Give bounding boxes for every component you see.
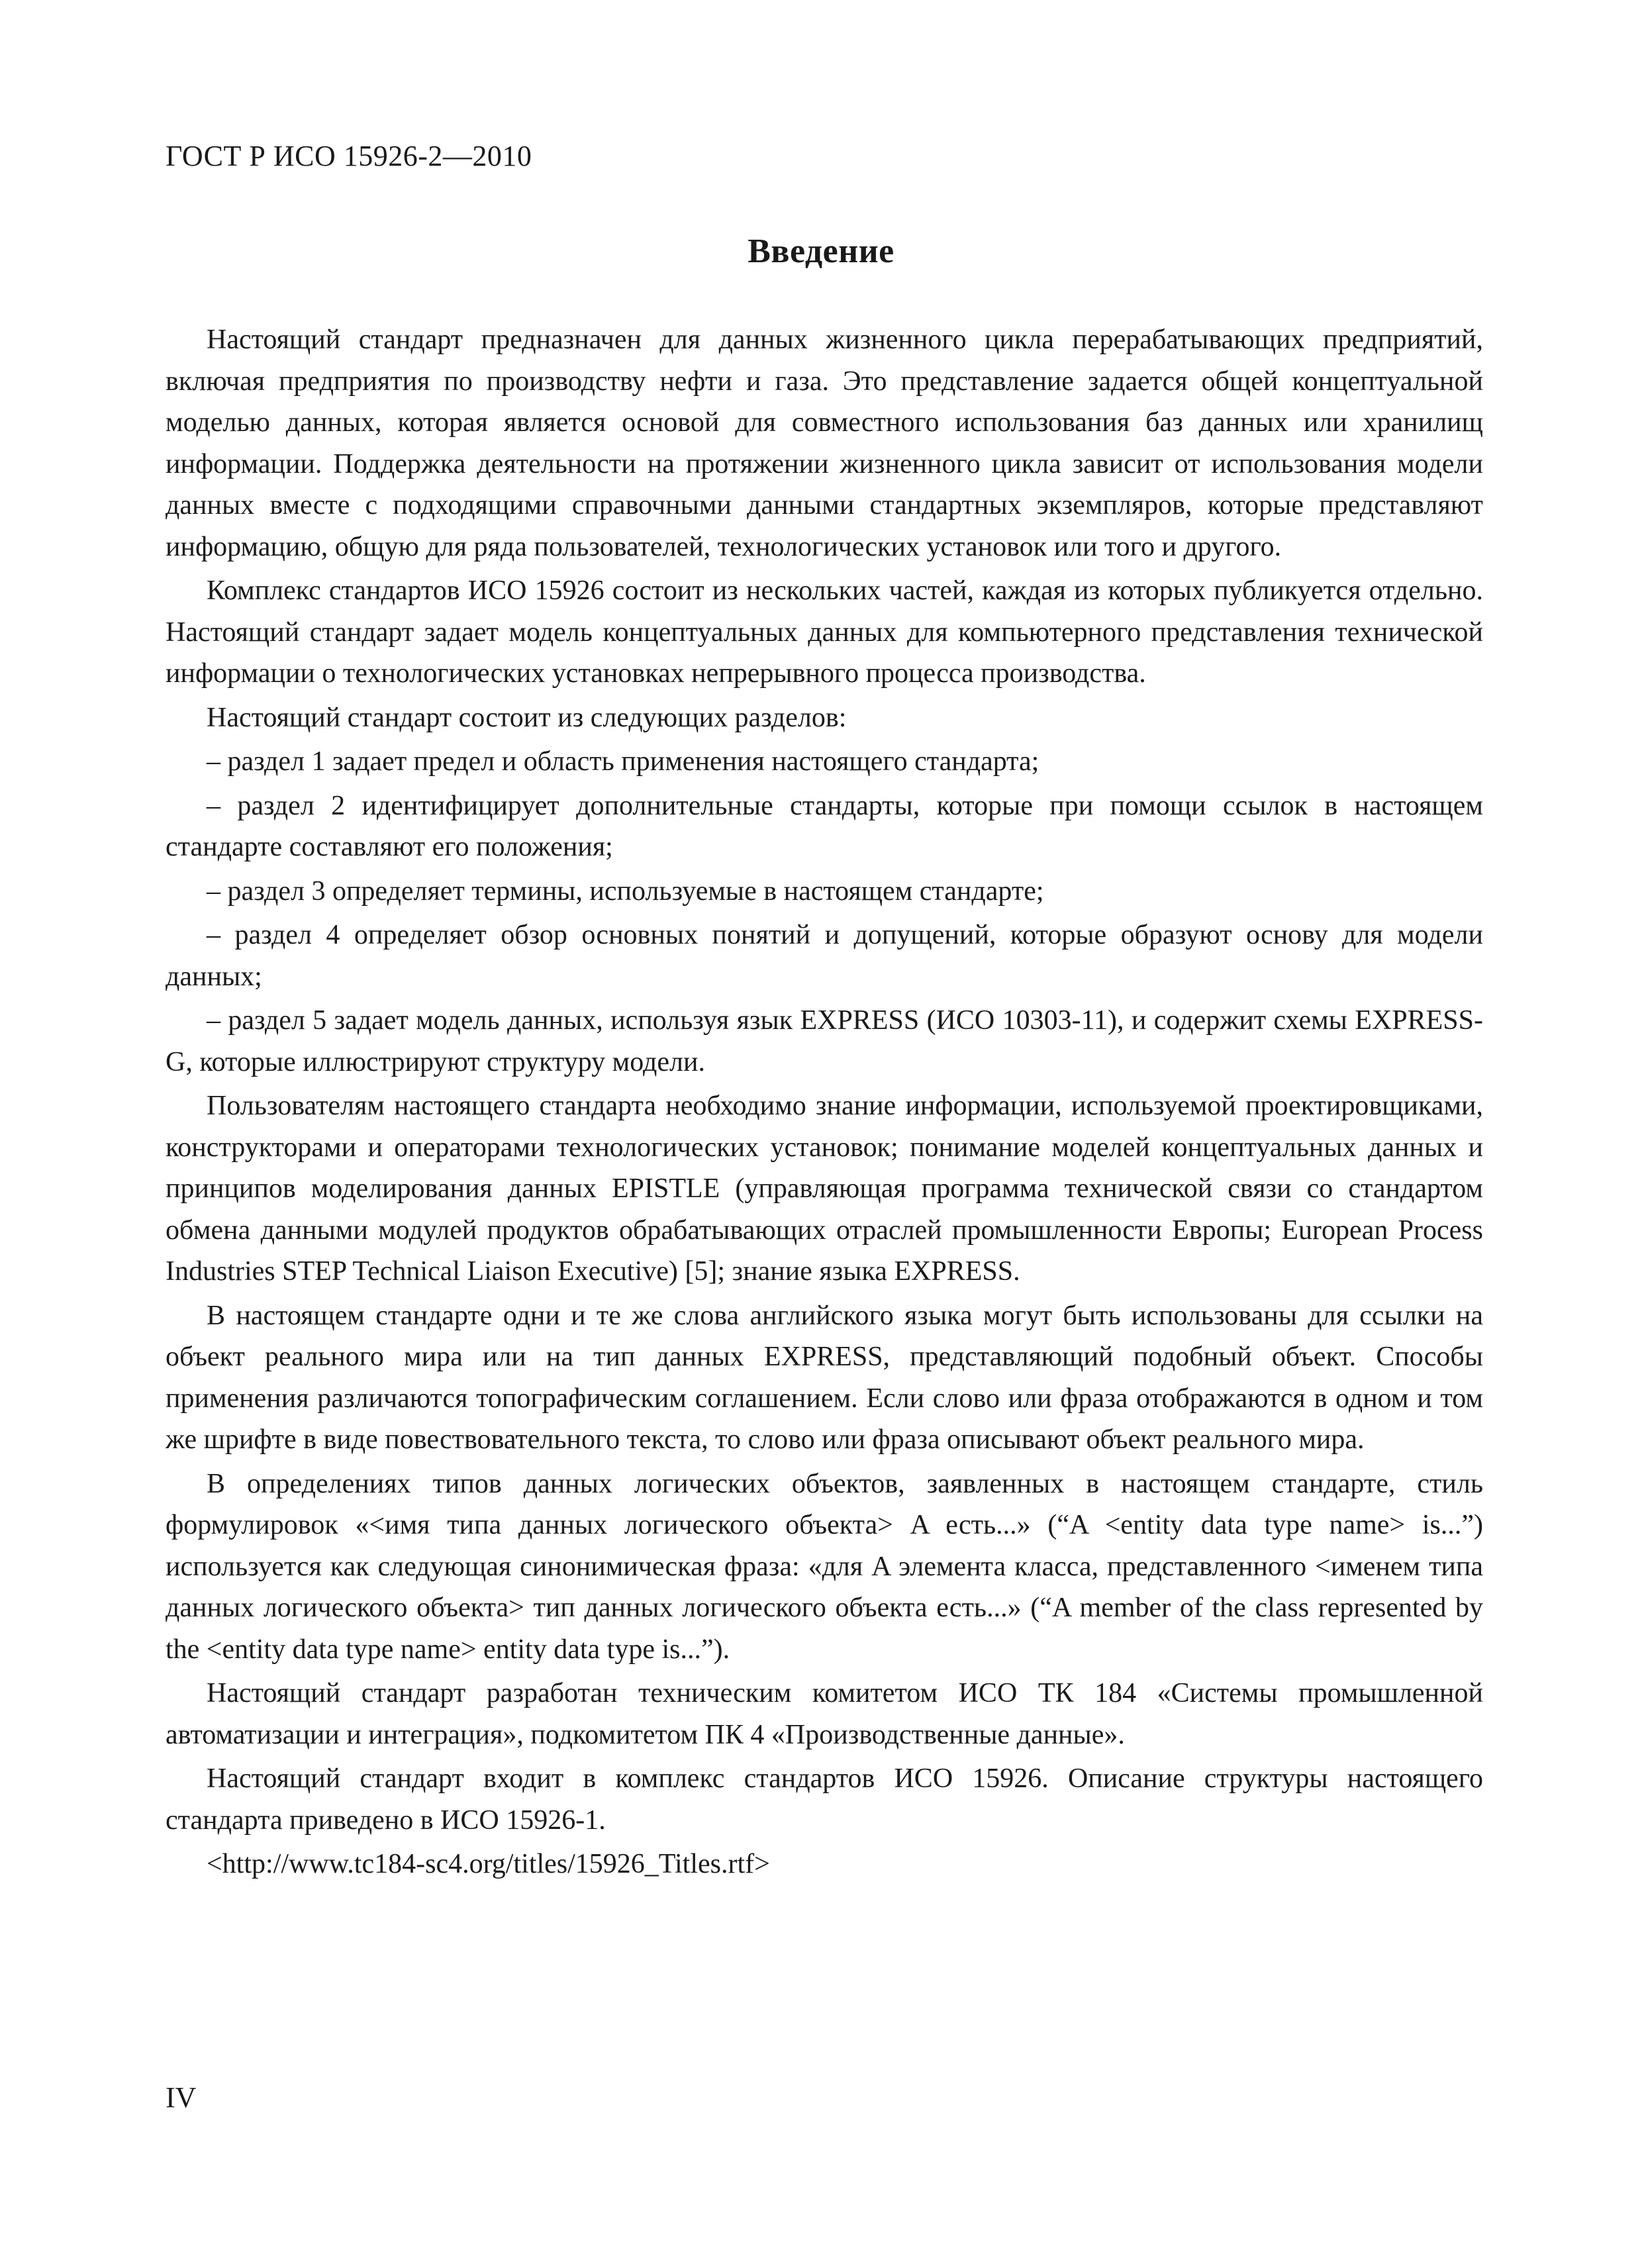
list-item-section-2: – раздел 2 идентифицирует дополнительные стандарты, которые при помощи ссылок в настоящем стандарте составляют его положения;	[166, 790, 1483, 862]
paragraph-users: Пользователям настоящего стандарта необходимо знание информации, используемой проектировщиками, конструкторами и операторами технологических установок; понимание моделей концептуальных данных и принципов моделирования данных EPISTLE (управляющая программа технической связи со стандартом обмена данными модулей продуктов обрабатывающих отраслей промышленности Европы; European Process Industries STEP Technical Liaison Executive) [5]; знание языка EXPRESS.	[166, 1091, 1483, 1287]
paragraph-parts: Комплекс стандартов ИСО 15926 состоит из нескольких частей, каждая из которых публикуется отдельно. Настоящий стандарт задает модель концептуальных данных для компьютерного представления технической информации о технологических установках непрерывного процесса производства.	[166, 575, 1483, 689]
running-header: ГОСТ Р ИСО 15926-2—2010	[166, 140, 532, 172]
paragraph-conventions: В настоящем стандарте одни и те же слова английского языка могут быть использованы для ссылки на объект реального мира или на тип данных EXPRESS, представляющий подобный объект. Способы применения различаются топографическим соглашением. Если слово или фраза отображаются в одном и том же шрифте в виде повествовательного текста, то слово или фраза описывают объект реального мира.	[166, 1300, 1483, 1455]
list-item-section-1: – раздел 1 задает предел и область применения настоящего стандарта;	[207, 746, 1039, 777]
body-text	[166, 319, 1483, 1888]
paragraph-committee: Настоящий стандарт разработан техническим комитетом ИСО ТК 184 «Системы промышленной автоматизации и интеграция», подкомитетом ПК 4 «Производственные данные».	[166, 1678, 1483, 1750]
page-title: Введение	[748, 232, 894, 270]
page-number: IV	[166, 2081, 197, 2114]
reference-url: <http://www.tc184-sc4.org/titles/15926_Titles.rtf>	[207, 1849, 770, 1879]
paragraph-intro: Настоящий стандарт предназначен для данных жизненного цикла перерабатывающих предприятий, включая предприятия по производству нефти и газа. Это представление задается общей концептуальной моделью данных, которая является основой для совместного использования баз данных или хранилищ информации. Поддержка деятельности на протяжении жизненного цикла зависит от использования модели данных вместе с подходящими справочными данными стандартных экземпляров, которые представляют информацию, общую для ряда пользователей, технологических установок или того и другого.	[166, 324, 1483, 562]
paragraph-definitions-style: В определениях типов данных логических объектов, заявленных в настоящем стандарте, стиль формулировок «<имя типа данных логического объекта> A есть...» (“A <entity data type name> is...”) используется как следующая синонимическая фраза: «для A элемента класса, представленного <именем типа данных логического объекта> тип данных логического объекта есть...» (“A member of the class represented by the <entity data type name> entity data type is...”).	[166, 1468, 1483, 1665]
list-item-section-3: – раздел 3 определяет термины, используемые в настоящем стандарте;	[207, 875, 1044, 907]
list-item-section-4: – раздел 4 определяет обзор основных понятий и допущений, которые образуют основу для модели данных;	[166, 920, 1483, 992]
paragraph-series: Настоящий стандарт входит в комплекс стандартов ИСО 15926. Описание структуры настоящего стандарта приведено в ИСО 15926-1.	[166, 1763, 1483, 1836]
list-item-section-5: – раздел 5 задает модель данных, используя язык EXPRESS (ИСО 10303-11), и содержит схемы EXPRESS-G, которые иллюстрируют структуру модели.	[166, 1005, 1483, 1077]
paragraph-sections-lead: Настоящий стандарт состоит из следующих разделов:	[207, 702, 847, 733]
